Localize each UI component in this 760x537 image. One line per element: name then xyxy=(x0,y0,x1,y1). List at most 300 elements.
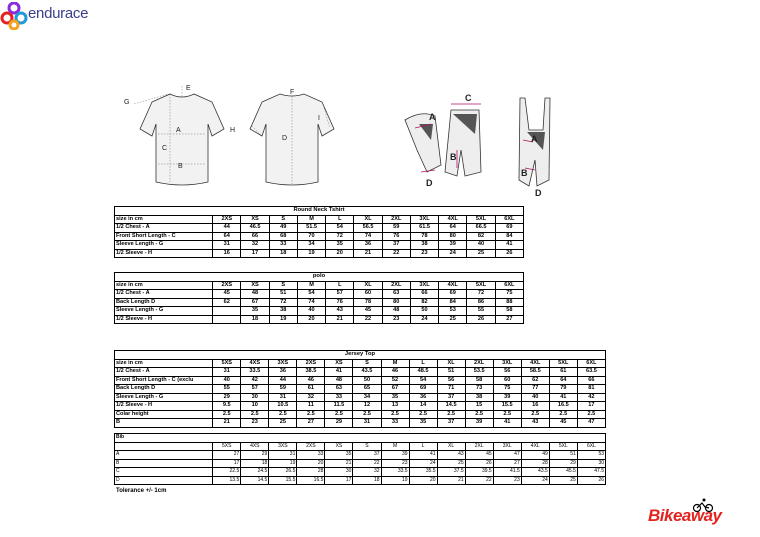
table-title-row xyxy=(115,351,606,360)
table-cell: 78 xyxy=(354,298,382,307)
table-cell: 32 xyxy=(241,241,269,250)
table-cell: 45 xyxy=(465,451,493,460)
header-cell: XL xyxy=(437,442,465,451)
table-row xyxy=(115,224,524,233)
table-cell: 2.5 xyxy=(549,410,577,419)
table-cell: 50 xyxy=(353,376,381,385)
table-cell: 57 xyxy=(241,385,269,394)
table-cell: 80 xyxy=(439,232,467,241)
table-cell: 2.5 xyxy=(437,410,465,419)
table-cell: 43 xyxy=(437,451,465,460)
table-cell: 30 xyxy=(241,393,269,402)
table-cell: 31 xyxy=(269,451,297,460)
label-g: G xyxy=(124,99,130,106)
table-cell: 72 xyxy=(269,298,297,307)
table-cell: 54 xyxy=(409,376,437,385)
header-cell: 5XS xyxy=(213,442,241,451)
table-cell: 46 xyxy=(381,368,409,377)
table-cell: 33 xyxy=(325,393,353,402)
table-cell: 66.5 xyxy=(467,224,495,233)
table-cell: 38 xyxy=(465,393,493,402)
row-label: Front Short Length - C (exclu xyxy=(115,376,213,385)
table-cell: 39 xyxy=(439,241,467,250)
label-c: C xyxy=(162,145,168,152)
table-cell: 22.5 xyxy=(213,468,241,477)
table-row xyxy=(115,241,524,250)
table-cell: 35.5 xyxy=(409,468,437,477)
row-label: C xyxy=(115,468,213,477)
table-cell: 61 xyxy=(297,385,325,394)
table-cell: 2.5 xyxy=(353,410,381,419)
table-cell: 37 xyxy=(353,451,381,460)
table-cell: 30 xyxy=(577,459,605,468)
table-cell: 81 xyxy=(577,385,605,394)
table-cell: 67 xyxy=(241,298,269,307)
table-cell: 52 xyxy=(381,376,409,385)
table-cell: 25 xyxy=(467,249,495,258)
table-row xyxy=(115,402,606,411)
table-row xyxy=(115,393,606,402)
table-cell: 2.5 xyxy=(465,410,493,419)
table-cell: 18 xyxy=(241,315,269,324)
table-cell: 64 xyxy=(439,224,467,233)
header-cell: 4XL xyxy=(439,215,467,224)
table-row xyxy=(115,385,606,394)
table-cell: 2.5 xyxy=(213,410,241,419)
shorts-label-c: C xyxy=(465,93,472,103)
table-cell: 51 xyxy=(549,451,577,460)
table-header-row xyxy=(115,359,606,368)
header-cell: 4XL xyxy=(439,281,467,290)
header-cell: M xyxy=(381,359,409,368)
table-cell: 31 xyxy=(213,241,241,250)
table-cell: 65 xyxy=(353,385,381,394)
table-row xyxy=(115,368,606,377)
table-cell: 35 xyxy=(325,451,353,460)
header-cell: XL xyxy=(354,215,382,224)
table-cell: 20 xyxy=(409,476,437,485)
table-cell: 58 xyxy=(465,376,493,385)
header-cell: XS xyxy=(325,442,353,451)
table-cell: 16.5 xyxy=(549,402,577,411)
header-cell: L xyxy=(409,442,437,451)
table-cell: 49 xyxy=(521,451,549,460)
row-label: 1/2 Sleeve - H xyxy=(115,249,213,258)
table-cell: 41 xyxy=(493,419,521,428)
table-cell: 21 xyxy=(325,459,353,468)
header-cell: XS xyxy=(241,215,269,224)
table-cell: 37 xyxy=(382,241,410,250)
table-cell: 82 xyxy=(410,298,438,307)
header-cell: 3XS xyxy=(269,359,297,368)
table-cell: 20 xyxy=(297,459,325,468)
header-cell: 2XS xyxy=(297,442,325,451)
table-cell: 28 xyxy=(521,459,549,468)
table-title: Jersey Top xyxy=(115,351,606,360)
table-cell: 2.5 xyxy=(577,410,605,419)
table-cell: 31 xyxy=(353,419,381,428)
table-cell: 12 xyxy=(353,402,381,411)
row-label: Back Length D xyxy=(115,385,213,394)
table-cell: 47 xyxy=(493,451,521,460)
label-d: D xyxy=(282,135,288,142)
table-cell: 71 xyxy=(437,385,465,394)
table-cell: 69 xyxy=(409,385,437,394)
jersey-measurement-figure xyxy=(112,84,342,194)
table-row xyxy=(115,476,606,485)
table-cell: 2.5 xyxy=(381,410,409,419)
table-title: polo xyxy=(115,273,524,282)
table-cell: 23 xyxy=(382,315,410,324)
table-cell: 66 xyxy=(577,376,605,385)
table-cell: 2.5 xyxy=(409,410,437,419)
table-cell: 36 xyxy=(269,368,297,377)
header-cell: 2XS xyxy=(213,281,241,290)
row-label: D xyxy=(115,476,213,485)
table-cell: 2.5 xyxy=(297,410,325,419)
table-cell: 25 xyxy=(439,315,467,324)
round-neck-size-table xyxy=(114,206,524,258)
table-row xyxy=(115,315,524,324)
row-label: 1/2 Chest - A xyxy=(115,368,213,377)
table-cell: 16 xyxy=(521,402,549,411)
table-cell: 27 xyxy=(297,419,325,428)
header-cell: L xyxy=(409,359,437,368)
table-cell: 63 xyxy=(325,385,353,394)
table-title-row xyxy=(115,434,606,443)
header-cell: M xyxy=(381,442,409,451)
table-cell: 40 xyxy=(297,307,325,316)
table-cell: 15 xyxy=(465,402,493,411)
table-cell: 48 xyxy=(241,290,269,299)
table-cell: 15.5 xyxy=(493,402,521,411)
table-cell: 18 xyxy=(269,249,297,258)
table-cell: 37 xyxy=(437,393,465,402)
table-cell: 51 xyxy=(269,290,297,299)
table-cell: 56.5 xyxy=(354,224,382,233)
table-cell: 39 xyxy=(493,393,521,402)
shorts-label-d: D xyxy=(426,178,433,188)
table-cell: 33.5 xyxy=(241,368,269,377)
table-cell: 78 xyxy=(410,232,438,241)
table-cell: 48 xyxy=(382,307,410,316)
bib-label-d: D xyxy=(535,188,542,198)
table-cell: 22 xyxy=(465,476,493,485)
polo-size-table xyxy=(114,272,524,324)
table-cell: 34 xyxy=(353,393,381,402)
table-cell: 17 xyxy=(325,476,353,485)
table-cell: 80 xyxy=(382,298,410,307)
table-cell: 75 xyxy=(493,385,521,394)
header-cell xyxy=(115,442,213,451)
bib-size-table xyxy=(114,433,606,485)
table-cell: 48 xyxy=(325,376,353,385)
table-cell: 29 xyxy=(325,419,353,428)
table-cell: 45 xyxy=(354,307,382,316)
table-cell: 17 xyxy=(577,402,605,411)
table-cell: 16 xyxy=(213,249,241,258)
table-cell: 9.5 xyxy=(213,402,241,411)
shorts-diagram xyxy=(395,90,565,200)
row-label: 1/2 Sleeve - H xyxy=(115,315,213,324)
header-cell: XS xyxy=(241,281,269,290)
shorts-bib-measurement-figure xyxy=(395,90,565,200)
table-cell: 33 xyxy=(297,451,325,460)
table-cell: 43.5 xyxy=(353,368,381,377)
table-cell: 86 xyxy=(467,298,495,307)
header-cell: 4XL xyxy=(521,359,549,368)
header-cell: 3XL xyxy=(493,359,521,368)
table-cell: 55 xyxy=(467,307,495,316)
table-cell xyxy=(213,315,241,324)
header-cell: 3XL xyxy=(493,442,521,451)
table-cell: 11 xyxy=(297,402,325,411)
table-cell: 15.5 xyxy=(269,476,297,485)
header-cell: 2XL xyxy=(382,281,410,290)
table-header-row xyxy=(115,281,524,290)
table-cell: 76 xyxy=(326,298,354,307)
row-label: Sleeve Length - G xyxy=(115,241,213,250)
table-cell: 27 xyxy=(493,459,521,468)
table-cell: 45 xyxy=(549,419,577,428)
table-cell: 69 xyxy=(495,224,523,233)
table-cell: 35 xyxy=(409,419,437,428)
table-cell: 23 xyxy=(493,476,521,485)
table-cell: 24 xyxy=(409,459,437,468)
table-cell: 84 xyxy=(495,232,523,241)
table-cell: 38.5 xyxy=(297,368,325,377)
header-cell: 2XL xyxy=(465,359,493,368)
table-cell: 26.5 xyxy=(269,468,297,477)
table-cell: 31 xyxy=(213,368,241,377)
label-h: H xyxy=(230,127,236,134)
table-header-row xyxy=(115,442,606,451)
table-cell: 17 xyxy=(213,459,241,468)
table-cell: 35 xyxy=(241,307,269,316)
header-cell: L xyxy=(326,215,354,224)
label-b: B xyxy=(178,163,183,170)
table-cell: 14 xyxy=(409,402,437,411)
table-cell: 45.5 xyxy=(549,468,577,477)
table-title-row xyxy=(115,207,524,216)
table-cell: 64 xyxy=(549,376,577,385)
table-cell: 70 xyxy=(297,232,325,241)
row-label: Sleeve Length - G xyxy=(115,307,213,316)
table-cell: 46.5 xyxy=(241,224,269,233)
row-label: A xyxy=(115,451,213,460)
table-cell: 56 xyxy=(437,376,465,385)
row-label: B xyxy=(115,459,213,468)
table-cell: 30 xyxy=(325,468,353,477)
header-cell: 2XS xyxy=(297,359,325,368)
table-cell: 24.5 xyxy=(241,468,269,477)
table-row xyxy=(115,298,524,307)
table-cell: 88 xyxy=(495,298,523,307)
header-cell: 4XS xyxy=(241,442,269,451)
row-label: 1/2 Chest - A xyxy=(115,290,213,299)
table-cell: 63.5 xyxy=(577,368,605,377)
header-cell: S xyxy=(269,215,297,224)
header-cell: S xyxy=(269,281,297,290)
table-cell: 74 xyxy=(354,232,382,241)
header-cell: 3XL xyxy=(410,215,438,224)
header-cell: size in cm xyxy=(115,215,213,224)
bikeaway-logo xyxy=(648,498,748,528)
table-cell: 23 xyxy=(381,459,409,468)
table-row xyxy=(115,459,606,468)
header-cell: 5XS xyxy=(213,359,241,368)
table-row xyxy=(115,290,524,299)
table-cell: 19 xyxy=(269,459,297,468)
table-cell: 51 xyxy=(437,368,465,377)
table-cell: 40 xyxy=(213,376,241,385)
table-cell: 11.5 xyxy=(325,402,353,411)
table-cell: 17 xyxy=(241,249,269,258)
table-cell: 26 xyxy=(577,476,605,485)
table-cell: 60 xyxy=(354,290,382,299)
header-cell: XL xyxy=(437,359,465,368)
header-cell: 4XL xyxy=(521,442,549,451)
header-cell: S xyxy=(353,442,381,451)
table-cell: 33.5 xyxy=(381,468,409,477)
table-cell: 42 xyxy=(241,376,269,385)
label-e: E xyxy=(186,85,191,92)
header-cell: 2XL xyxy=(465,442,493,451)
table-cell: 54 xyxy=(326,224,354,233)
header-cell: XS xyxy=(325,359,353,368)
header-cell: 3XS xyxy=(269,442,297,451)
header-cell: 5XL xyxy=(467,281,495,290)
header-cell: 6XL xyxy=(495,281,523,290)
table-cell: 29 xyxy=(549,459,577,468)
shorts-label-b: B xyxy=(450,152,457,162)
table-cell: 58 xyxy=(495,307,523,316)
table-cell: 24 xyxy=(439,249,467,258)
table-row xyxy=(115,249,524,258)
table-cell: 46 xyxy=(297,376,325,385)
table-cell: 50 xyxy=(410,307,438,316)
table-cell: 2.5 xyxy=(493,410,521,419)
table-cell: 22 xyxy=(353,459,381,468)
header-cell: S xyxy=(353,359,381,368)
table-cell: 60 xyxy=(493,376,521,385)
table-cell: 40 xyxy=(521,393,549,402)
table-cell: 41 xyxy=(495,241,523,250)
table-cell: 35 xyxy=(326,241,354,250)
endurace-logo-mark xyxy=(0,2,28,30)
tolerance-note: Tolerance +/- 1cm xyxy=(116,488,167,494)
table-cell: 27 xyxy=(213,451,241,460)
table-cell: 41 xyxy=(409,451,437,460)
table-cell: 64 xyxy=(213,232,241,241)
table-cell: 2.5 xyxy=(325,410,353,419)
table-cell: 19 xyxy=(381,476,409,485)
table-row xyxy=(115,232,524,241)
table-cell: 41.5 xyxy=(493,468,521,477)
table-cell: 38 xyxy=(269,307,297,316)
table-cell: 76 xyxy=(382,232,410,241)
table-cell: 36 xyxy=(409,393,437,402)
table-cell: 75 xyxy=(495,290,523,299)
table-cell: 25 xyxy=(549,476,577,485)
table-cell: 73 xyxy=(465,385,493,394)
table-cell: 47 xyxy=(577,419,605,428)
table-cell: 2.5 xyxy=(521,410,549,419)
table-cell: 18 xyxy=(353,476,381,485)
table-cell: 36 xyxy=(354,241,382,250)
table-cell: 61 xyxy=(549,368,577,377)
table-cell: 41 xyxy=(549,393,577,402)
table-cell: 72 xyxy=(467,290,495,299)
bib-label-b: B xyxy=(521,168,528,178)
label-a: A xyxy=(176,127,181,134)
table-cell: 37 xyxy=(437,419,465,428)
label-i: I xyxy=(318,115,320,122)
header-cell: 6XL xyxy=(577,442,605,451)
table-cell: 44 xyxy=(213,224,241,233)
table-title: Bib xyxy=(115,434,606,443)
table-cell: 51.5 xyxy=(297,224,325,233)
header-cell: size in cm xyxy=(115,359,213,368)
table-cell: 82 xyxy=(467,232,495,241)
table-cell: 74 xyxy=(297,298,325,307)
table-cell: 67 xyxy=(381,385,409,394)
table-row xyxy=(115,451,606,460)
row-label: Colar height xyxy=(115,410,213,419)
table-title-row xyxy=(115,273,524,282)
table-cell: 55 xyxy=(213,385,241,394)
table-cell: 37.5 xyxy=(437,468,465,477)
table-cell: 43 xyxy=(326,307,354,316)
table-cell: 10.5 xyxy=(269,402,297,411)
table-header-row xyxy=(115,215,524,224)
table-cell: 39 xyxy=(465,419,493,428)
table-cell: 20 xyxy=(326,249,354,258)
header-cell: L xyxy=(326,281,354,290)
table-cell xyxy=(213,307,241,316)
table-cell: 23 xyxy=(241,419,269,428)
header-cell: XL xyxy=(354,281,382,290)
table-cell: 63 xyxy=(382,290,410,299)
table-cell: 34 xyxy=(297,241,325,250)
logo-text: endurace xyxy=(28,5,89,22)
table-cell: 39 xyxy=(381,451,409,460)
row-label: Sleeve Length - G xyxy=(115,393,213,402)
table-cell: 28 xyxy=(297,468,325,477)
table-cell: 40 xyxy=(467,241,495,250)
table-cell: 72 xyxy=(326,232,354,241)
table-cell: 27 xyxy=(495,315,523,324)
table-cell: 21 xyxy=(354,249,382,258)
table-cell: 41 xyxy=(325,368,353,377)
table-cell: 14.5 xyxy=(437,402,465,411)
table-cell: 16.5 xyxy=(297,476,325,485)
bib-label-a: A xyxy=(531,134,538,144)
table-cell: 49 xyxy=(269,224,297,233)
header-cell: 6XL xyxy=(495,215,523,224)
table-row xyxy=(115,468,606,477)
table-cell: 69 xyxy=(439,290,467,299)
table-row xyxy=(115,419,606,428)
table-cell: 59 xyxy=(382,224,410,233)
table-cell: 29 xyxy=(213,393,241,402)
table-cell: 21 xyxy=(437,476,465,485)
table-cell: 42 xyxy=(577,393,605,402)
header-cell: M xyxy=(297,215,325,224)
table-title: Round Neck Tshirt xyxy=(115,207,524,216)
table-cell: 25 xyxy=(269,419,297,428)
table-cell: 18 xyxy=(241,459,269,468)
